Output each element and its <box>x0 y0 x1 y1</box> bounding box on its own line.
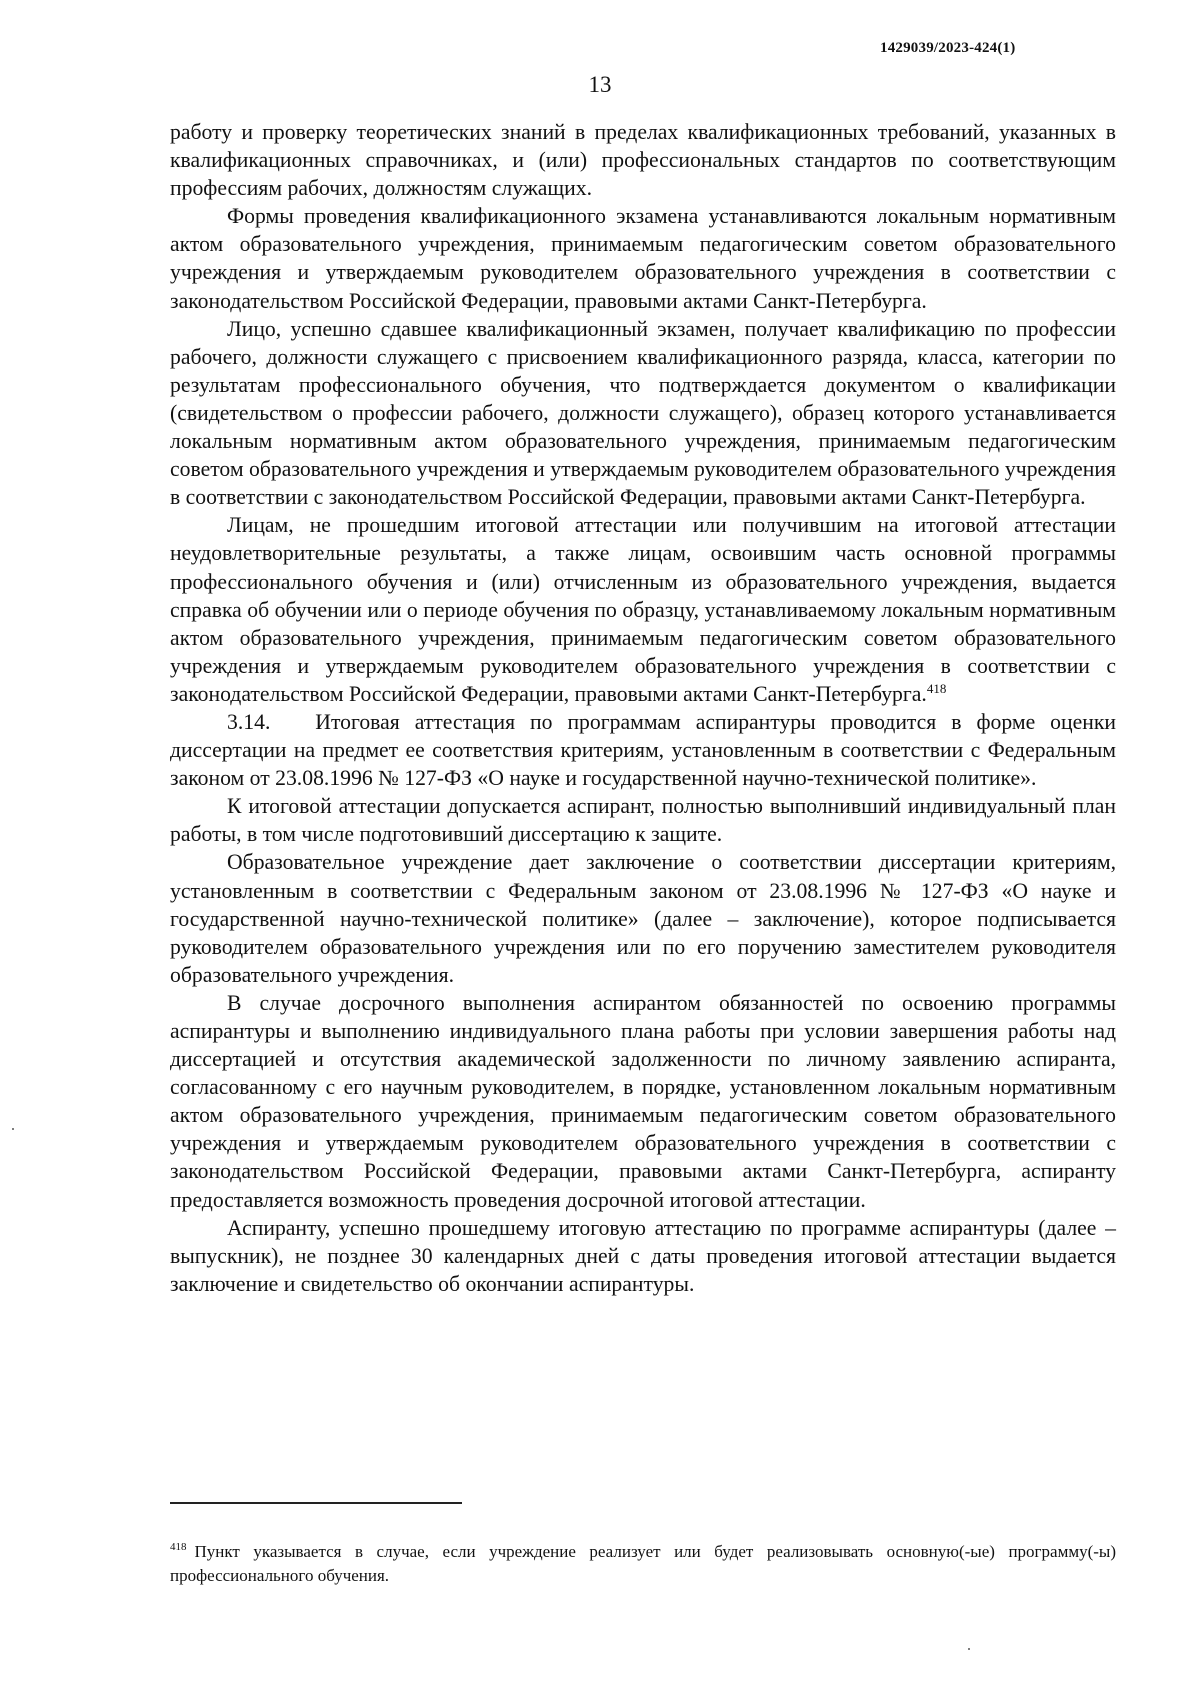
document-body <box>170 118 1122 1298</box>
document-registration-number: 1429039/2023-424(1) <box>880 40 1016 56</box>
footnote-reference: 418 <box>926 680 947 696</box>
page-number: 13 <box>588 72 612 97</box>
paragraph-conclusion: Образовательное учреждение дает заключение о соответствии диссертации критериям, установленным в соответствии с Федеральным законом от 23.08.1996 № 127-ФЗ «О науке и государственной научно-технической политике» (далее – заключение), которое подписывается руководителем образовательного учреждения или по его поручению заместителем руководителя образовательного учреждения. <box>170 850 1116 987</box>
footnote-separator <box>170 1502 462 1504</box>
paragraph-admission: К итоговой аттестации допускается аспирант, полностью выполнивший индивидуальный план работы, в том числе подготовивший диссертацию к защите. <box>170 794 1116 847</box>
paragraph-3-14: 3.14. Итоговая аттестация по программам аспирантуры проводится в форме оценки диссертации на предмет ее соответствия критериям, установленным в соответствии с Федеральным законом от 23.08.1996 № 127-ФЗ «О науке и государственной научно-технической политике». <box>170 709 1122 791</box>
scan-speck <box>12 1128 14 1130</box>
paragraph-exam-forms: Формы проведения квалификационного экзамена устанавливаются локальным нормативным актом образовательного учреждения, принимаемым педагогическим советом образовательного учреждения и утверждаемым руководителем образовательного учреждения в соответствии с законодательством Российской Федерации, правовыми актами Санкт-Петербурга. <box>170 204 1116 313</box>
footnote-text: Пункт указывается в случае, если учреждение реализует или будет реализовывать основную(-ые) программу(-ы) профессионального обучения. <box>170 1542 1116 1585</box>
paragraph-graduate: Аспиранту, успешно прошедшему итоговую аттестацию по программе аспирантуры (далее – выпускник), не позднее 30 календарных дней с даты проведения итоговой аттестации выдается заключение и свидетельство об окончании аспирантуры. <box>170 1215 1116 1296</box>
footnote-marker: 418 <box>170 1541 187 1554</box>
paragraph-early-completion: В случае досрочного выполнения аспирантом обязанностей по освоению программы аспирантуры и выполнению индивидуального плана работы при условии завершения работы над диссертацией и отсутствия академической задолженности по личному заявлению аспиранта, согласованному с его научным руководителем, в порядке, установленном локальным нормативным актом образовательного учреждения, принимаемым педагогическим советом образовательного учреждения и утверждаемым руководителем образовательного учреждения в соответствии с законодательством Российской Федерации, правовыми актами Санкт-Петербурга, аспиранту предоставляется возможность проведения досрочной итоговой аттестации. <box>170 990 1116 1212</box>
paragraph-certificate <box>170 511 1116 708</box>
paragraph-continuation: работу и проверку теоретических знаний в пределах квалификационных требований, указанных в квалификационных справочниках, и (или) профессиональных стандартов по соответствующим профессиям рабочих, должностям служащих. <box>170 120 1116 201</box>
paragraph-qualification: Лицо, успешно сдавшее квалификационный экзамен, получает квалификацию по профессии рабочего, должности служащего с присвоением квалификационного разряда, класса, категории по результатам профессионального обучения, что подтверждается документом о квалификации (свидетельством о профессии рабочего, должности служащего), образец которого устанавливается локальным нормативным актом образовательного учреждения, принимаемым педагогическим советом образовательного учреждения и утверждаемым руководителем образовательного учреждения в соответствии с законодательством Российской Федерации, правовыми актами Санкт-Петербурга. <box>170 316 1116 510</box>
scan-speck <box>968 1648 970 1650</box>
paragraph-certificate-text: Лицам, не прошедшим итоговой аттестации или получившим на итоговой аттестации неудовлетворительные результаты, а также лицам, освоившим часть основной программы профессионального обучения и (или) отчисленным из образовательного учреждения, выдается справка об обучении или о периоде обучения по образцу, устанавливаемому локальным нормативным актом образовательного учреждения, принимаемым педагогическим советом образовательного учреждения и утверждаемым руководителем образовательного учреждения в соответствии с законодательством Российской Федерации, правовыми актами Санкт-Петербурга. <box>170 513 1116 706</box>
footnote <box>170 1540 1116 1588</box>
